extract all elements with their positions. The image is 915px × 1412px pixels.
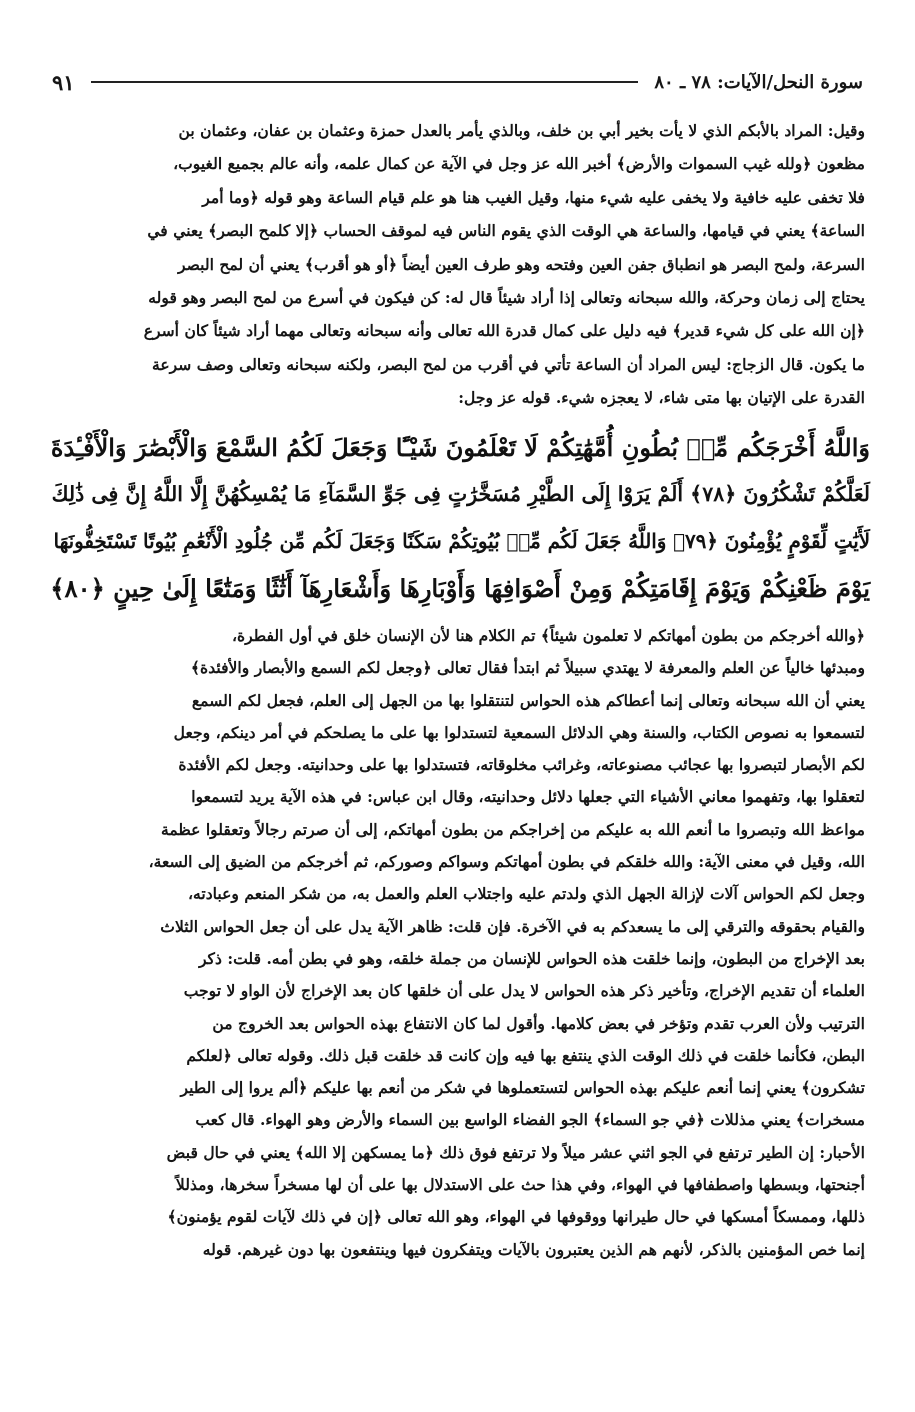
commentary-line: فلا تخفى عليه خافية ولا يخفى عليه شيء منها، وقيل الغيب هنا هو علم قيام الساعة وهو قوله ﴿وما أمر [202, 187, 865, 207]
verse-line: لَعَلَّكُمْ تَشْكُرُونَ ﴿٧٨﴾ أَلَمْ يَرَوْا إِلَى الطَّيْرِ مُسَخَّرَٰتٍ فِى جَوِّ السَّمَآءِ مَا يُمْسِكُهُنَّ إِلَّا اللَّهُ إِنَّ فِى ذَٰلِكَ [51, 482, 870, 506]
commentary-line: مواعظ الله وتبصروا ما أنعم الله به عليكم من إخراجكم من بطون أمهاتكم، إلى أن صرتم رجالاً وتعقلوا عظمة [160, 819, 865, 839]
commentary-line: أجنحتها، وبسطها واصطفافها في الهواء، وفي هذا حث على الاستدلال بها على أن لها مسخراً سخرها، ومذللاً [175, 1175, 865, 1195]
commentary-line: الأحبار: إن الطير ترتفع في الجو اثني عشر ميلاً ولا ترتفع فوق ذلك ﴿ما يمسكهن إلا الله﴾ يعني في حال قبض [166, 1142, 865, 1162]
commentary-line: لكم الأبصار لتبصروا بها عجائب مصنوعاته، وغرائب مخلوقاته، فتستدلوا بها على وحدانيته. وجعل لكم الأفئدة [178, 755, 865, 775]
commentary-line: السرعة، ولمح البصر هو انطباق جفن العين وفتحه وهو طرف العين أيضاً ﴿أو هو أقرب﴾ يعني أن لمح البصر [178, 254, 865, 274]
commentary-line: لتسمعوا به نصوص الكتاب، والسنة وهي الدلائل السمعية لتستدلوا بها على ما يصلحكم في أمر دينكم، وجعل [173, 722, 865, 742]
commentary-line: وجعل لكم الحواس آلات لإزالة الجهل الذي ولدتم عليه واجتلاب العلم والعمل به، من شكر المنعم وعبادته، [187, 884, 865, 904]
commentary-line: تشكرون﴾ يعني إنما أنعم عليكم بهذه الحواس لتستعملوها في شكر من أنعم بها عليكم ﴿ألم يروا إلى الطير [180, 1078, 865, 1098]
page-number: ٩١ [52, 69, 75, 95]
verse-line: لَأَيَٰتٍ لِّقَوْمٍ يُؤْمِنُونَ ﴿٧٩﴾ وَاللَّهُ جَعَلَ لَكُم مِّنۢ بُيُوتِكُمْ سَكَنًا وَجَعَلَ لَكُم مِّن جُلُودِ الْأَنْعَٰمِ بُيُوتًا تَسْتَخِفُّونَهَا [53, 529, 870, 553]
verse-line: وَاللَّهُ أَخْرَجَكُم مِّنۢ بُطُونِ أُمَّهَٰتِكُمْ لَا تَعْلَمُونَ شَيْـًٔا وَجَعَلَ لَكُمُ السَّمْعَ وَالْأَبْصَٰرَ وَالْأَفْـِٔدَةَ [50, 433, 870, 462]
commentary-line: وقيل: المراد بالأبكم الذي لا يأت بخير أبي بن خلف، وبالذي يأمر بالعدل حمزة وعثمان بن عفان، وعثمان بن [178, 121, 865, 140]
page-header [52, 66, 863, 98]
commentary-line: ﴿والله أخرجكم من بطون أمهاتكم لا تعلمون شيئاً﴾ تم الكلام هنا لأن الإنسان خلق في أول الفطرة، [231, 626, 865, 645]
commentary-line: الله، وقيل في معنى الآية: والله خلقكم في بطون أمهاتكم وسواكم وصوركم، ثم أخرجكم من الضيق إلى السعة، [148, 852, 865, 872]
commentary-line: مظعون ﴿ولله غيب السموات والأرض﴾ أخبر الله عز وجل في الآية عن كمال علمه، وأنه عالم بجميع الغيوب، [173, 154, 865, 174]
commentary-line: والقيام بحقوقه والترقي إلى ما يسعدكم به في الآخرة. فإن قلت: ظاهر الآية يدل على أن جعل الحواس الثلاث [160, 916, 865, 936]
commentary-line: ذللها، وممسكاً أمسكها في حال طيرانها ووقوفها في الهواء، وهو الله تعالى ﴿إن في ذلك لآيات لقوم يؤمنون﴾ [167, 1207, 865, 1227]
verse-line: يَوْمَ ظَعْنِكُمْ وَيَوْمَ إِقَامَتِكُمْ وَمِنْ أَصْوَافِهَا وَأَوْبَارِهَا وَأَشْعَارِهَآ أَثَٰثًا وَمَتَٰعًا إِلَىٰ حِينٍ ﴿٨٠﴾ [50, 574, 870, 603]
commentary-line: بعد الإخراج من البطون، وإنما خلقت هذه الحواس للإنسان من جملة خلقه، وهو في بطن أمه. قلت: ذكر [198, 948, 865, 968]
commentary-line: العلماء أن تقديم الإخراج، وتأخير ذكر هذه الحواس لا يدل على أن خلقها كان بعد الإخراج لأن الواو لا توجب [183, 981, 865, 1001]
header-rule [91, 81, 639, 83]
commentary-line: ﴿إن الله على كل شيء قدير﴾ فيه دليل على كمال قدرة الله تعالى وأنه سبحانه وتعالى مهما أراد شيئاً كان أسرع [143, 321, 865, 341]
commentary-line: إنما خص المؤمنين بالذكر، لأنهم هم الذين يعتبرون بالآيات ويتفكرون فيها وينتفعون بها دون غيرهم. قوله [202, 1239, 865, 1259]
commentary-line: ومبدئها خالياً عن العلم والمعرفة لا يهتدي سبيلاً ثم ابتدأ فقال تعالى ﴿وجعل لكم السمع والأبصار والأفئدة﴾ [190, 658, 865, 678]
commentary-line: الساعة﴾ يعني في قيامها، والساعة هي الوقت الذي يقوم الناس فيه لموقف الحساب ﴿إلا كلمح البصر﴾ يعني في [147, 221, 865, 241]
top-commentary [50, 114, 865, 415]
commentary-line: ما يكون. قال الزجاج: ليس المراد أن الساعة تأتي في أقرب من لمح البصر، ولكنه سبحانه وتعالى وصف سرعة [151, 354, 865, 374]
quran-verses [45, 424, 870, 616]
commentary-line: يحتاج إلى زمان وحركة، والله سبحانه وتعالى إذا أراد شيئاً قال له: كن فيكون في أسرع من لمح البصر وهو قوله [148, 288, 865, 308]
commentary-line: البطن، فكأنما خلقت في ذلك الوقت الذي ينتفع بها فيه وإن كانت قد خلقت قبل ذلك. وقوله تعالى ﴿لعلكم [186, 1045, 865, 1065]
surah-title: سورة النحل/الآيات: ٧٨ ـ ٨٠ [654, 71, 863, 93]
commentary-line: القدرة على الإتيان بها متى شاء، لا يعجزه شيء. قوله عز وجل: [458, 388, 865, 408]
commentary-line: مسخرات﴾ يعني مذللات ﴿في جو السماء﴾ الجو الفضاء الواسع بين السماء والأرض وهو الهواء. قال كعب [195, 1110, 865, 1130]
bottom-commentary [50, 620, 865, 1266]
commentary-line: لتعقلوا بها، وتفهموا معاني الأشياء التي جعلها دلائل وحدانيته، وقال ابن عباس: في هذه الآية يريد لتسمعوا [191, 787, 865, 807]
commentary-line: يعني أن الله سبحانه وتعالى إنما أعطاكم هذه الحواس لتنتقلوا بها من الجهل إلى العلم، فجعل لكم السمع [191, 690, 865, 710]
commentary-line: الترتيب ولأن العرب تقدم وتؤخر في بعض كلامها. وأقول لما كان الانتفاع بهذه الحواس بعد الخروج من [212, 1013, 865, 1033]
